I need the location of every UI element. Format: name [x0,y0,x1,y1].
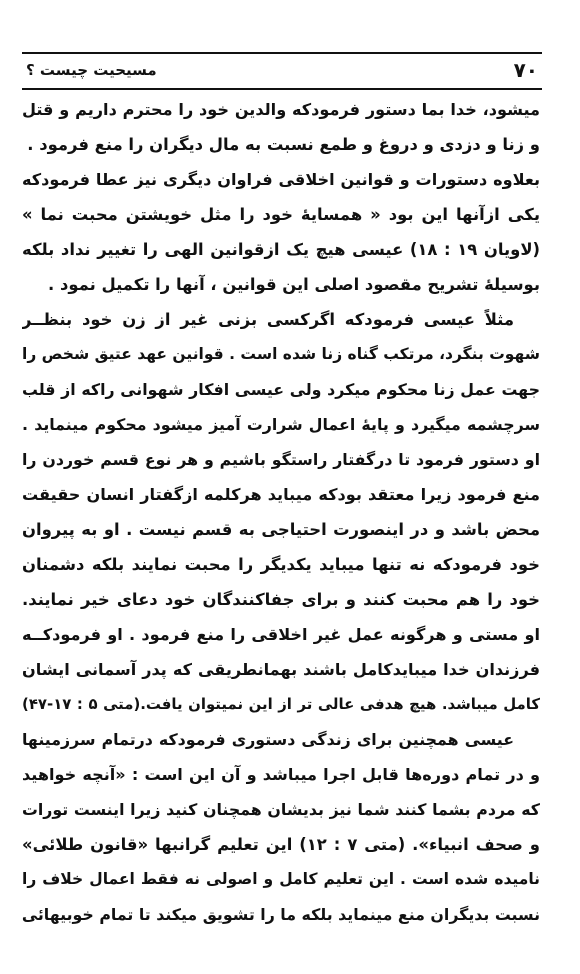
text-line: کامل میباشد. هیچ هدفی عالی تر از این نمیتوان یافت.(متی ۵ : ۱۷-۴۷) [22,695,540,713]
body-text [22,92,540,972]
text-line: مثلاً عیسی فرمودکه اگرکسی بزنی غیر از زن خود بنظــر [22,310,514,329]
page-number: ۷۰ [513,58,538,82]
running-title: مسیحیت چیست ؟ [26,61,157,79]
text-line: بوسیلهٔ تشریح مقصود اصلی این قوانین ، آنها را تکمیل نمود . [48,275,540,294]
text-line: جهت عمل زنا محکوم میکرد ولی عیسی افکار شهوانی راکه از قلب [22,380,540,399]
text-line: شهوت بنگرد، مرتکب گناه زنا شده است . قوانین عهد عتیق شخص را [22,345,540,363]
text-line: او مستی و هرگونه عمل غیر اخلاقی را منع فرمود . او فرمودکــه [22,625,540,644]
text-line: یکی ازآنها این بود « همسایهٔ خود را مثل خویشتن محبت نما » [22,205,540,224]
text-line: و در تمام دوره‌ها قابل اجرا میباشد و آن این است : «آنچه خواهید [22,765,540,784]
text-line: فرزندان خدا میبایدکامل باشند بهمانطریقی که پدر آسمانی ایشان [22,660,540,679]
text-line: سرچشمه میگیرد و پایهٔ اعمال شرارت آمیز میشود محکوم مینماید . [22,415,540,434]
text-line: منع فرمود زیرا معتقد بودکه میباید هرکلمه ازگفتار انسان حقیقت [22,485,540,504]
text-line: و زنا و دزدی و دروغ و طمع نسبت به مال دیگران را منع فرمود . [27,135,540,154]
page-header [22,52,542,90]
text-line: بعلاوه دستورات و قوانین اخلاقی فراوان دیگری نیز عطا فرمودکه [22,170,540,189]
text-line: میشود، خدا بما دستور فرمودکه والدین خود را محترم داریم و قتل [22,100,540,119]
text-line: (لاویان ۱۹ : ۱۸) عیسی هیچ یک ازقوانین الهی را تغییر نداد بلکه [22,240,540,259]
text-line: و صحف انبیاء». (متی ۷ : ۱۲) این تعلیم گرانبها «قانون طلائی» [22,835,540,854]
text-line: نسبت بدیگران منع مینماید بلکه ما را تشویق میکند تا تمام خوبیهائی [22,905,540,924]
text-line: محض باشد و در اینصورت احتیاجی به قسم نیست . او به پیروان [22,520,540,539]
text-line: که مردم بشما کنند شما نیز بدیشان همچنان کنید زیرا اینست تورات [22,800,540,819]
text-line: او دستور فرمود تا درگفتار راستگو باشیم و هر نوع قسم خوردن را [22,450,540,469]
text-line: خود فرمودکه نه تنها میباید یکدیگر را محبت نمایند بلکه دشمنان [22,555,540,574]
header-top-rule [22,52,542,54]
header-bottom-rule [22,88,542,90]
text-line: نامیده شده است . این تعلیم کامل و اصولی نه فقط اعمال خلاف را [22,870,540,888]
text-line: خود را هم محبت کنند و برای جفاکنندگان خود دعای خیر نمایند. [22,590,540,609]
text-line: عیسی همچنین برای زندگی دستوری فرمودکه درتمام سرزمینها [22,730,514,749]
